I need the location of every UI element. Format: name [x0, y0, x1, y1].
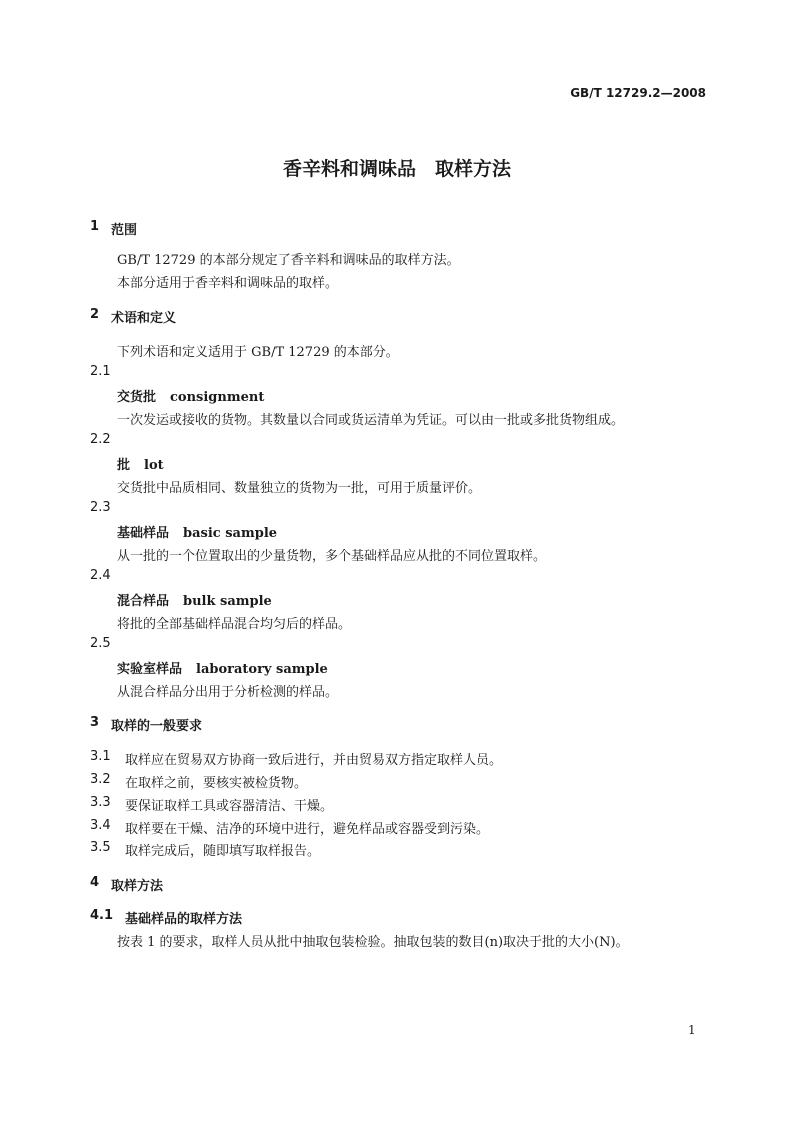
- term-number: 2.3: [90, 500, 111, 515]
- section-3-number: 3: [90, 715, 100, 730]
- section-1-number: 1: [90, 219, 100, 234]
- section-1-heading: 范围: [111, 223, 138, 238]
- section-2-number: 2: [90, 307, 100, 322]
- term-zh: 基础样品: [117, 526, 170, 541]
- clause-text: 取样要在干燥、洁净的环境中进行，避免样品或容器受到污染。: [125, 822, 490, 837]
- clause-number: 3.2: [90, 772, 111, 787]
- term-en: bulk sample: [183, 594, 272, 609]
- term-zh: 批: [117, 458, 131, 473]
- section-4-heading: 取样方法: [111, 879, 164, 894]
- clause-number: 3.4: [90, 818, 111, 833]
- section-2-heading: 术语和定义: [111, 311, 177, 326]
- section-3-heading: 取样的一般要求: [111, 719, 203, 734]
- section-4-paragraph: 按表 1 的要求，取样人员从批中抽取包装检验。抽取包装的数目(n)取决于批的大小(N)。: [117, 935, 629, 950]
- term-definition: 一次发运或接收的货物。其数量以合同或货运清单为凭证。可以由一批或多批货物组成。: [117, 413, 625, 428]
- term-en: basic sample: [183, 526, 278, 541]
- term-zh: 混合样品: [117, 594, 170, 609]
- clause-text: 在取样之前，要核实被检货物。: [125, 776, 308, 791]
- term-heading: [117, 454, 164, 473]
- term-definition: 交货批中品质相同、数量独立的货物为一批，可用于质量评价。: [117, 481, 482, 496]
- term-zh: 实验室样品: [117, 662, 183, 677]
- term-heading: [117, 658, 328, 677]
- term-heading: [117, 522, 277, 541]
- subsection-4-1-number: 4.1: [90, 908, 114, 923]
- clause-number: 3.5: [90, 840, 111, 855]
- term-en: lot: [144, 458, 164, 473]
- term-number: 2.1: [90, 364, 111, 379]
- term-en: consignment: [170, 390, 265, 405]
- section-4-number: 4: [90, 875, 100, 890]
- term-definition: 从混合样品分出用于分析检测的样品。: [117, 685, 339, 700]
- standard-number: GB/T 12729.2—2008: [570, 86, 706, 100]
- section-2-intro: 下列术语和定义适用于 GB/T 12729 的本部分。: [117, 345, 399, 360]
- term-definition: 从一批的一个位置取出的少量货物，多个基础样品应从批的不同位置取样。: [117, 549, 547, 564]
- term-definition: 将批的全部基础样品混合均匀后的样品。: [117, 617, 352, 632]
- term-en: laboratory sample: [196, 662, 328, 677]
- section-1-paragraph-1: GB/T 12729 的本部分规定了香辛料和调味品的取样方法。: [117, 253, 460, 268]
- page-number: 1: [688, 1023, 696, 1037]
- document-title: 香辛料和调味品 取样方法: [282, 158, 511, 180]
- section-1-paragraph-2: 本部分适用于香辛料和调味品的取样。: [117, 276, 339, 291]
- term-number: 2.5: [90, 636, 111, 651]
- clause-text: 取样完成后，随即填写取样报告。: [125, 844, 321, 859]
- term-heading: [117, 386, 264, 405]
- clause-text: 要保证取样工具或容器清洁、干燥。: [125, 799, 334, 814]
- clause-number: 3.3: [90, 795, 111, 810]
- clause-text: 取样应在贸易双方协商一致后进行，并由贸易双方指定取样人员。: [125, 753, 503, 768]
- term-zh: 交货批: [117, 390, 157, 405]
- clause-number: 3.1: [90, 749, 111, 764]
- term-number: 2.4: [90, 568, 111, 583]
- subsection-4-1-heading: 基础样品的取样方法: [125, 912, 243, 927]
- term-number: 2.2: [90, 432, 111, 447]
- term-heading: [117, 590, 272, 609]
